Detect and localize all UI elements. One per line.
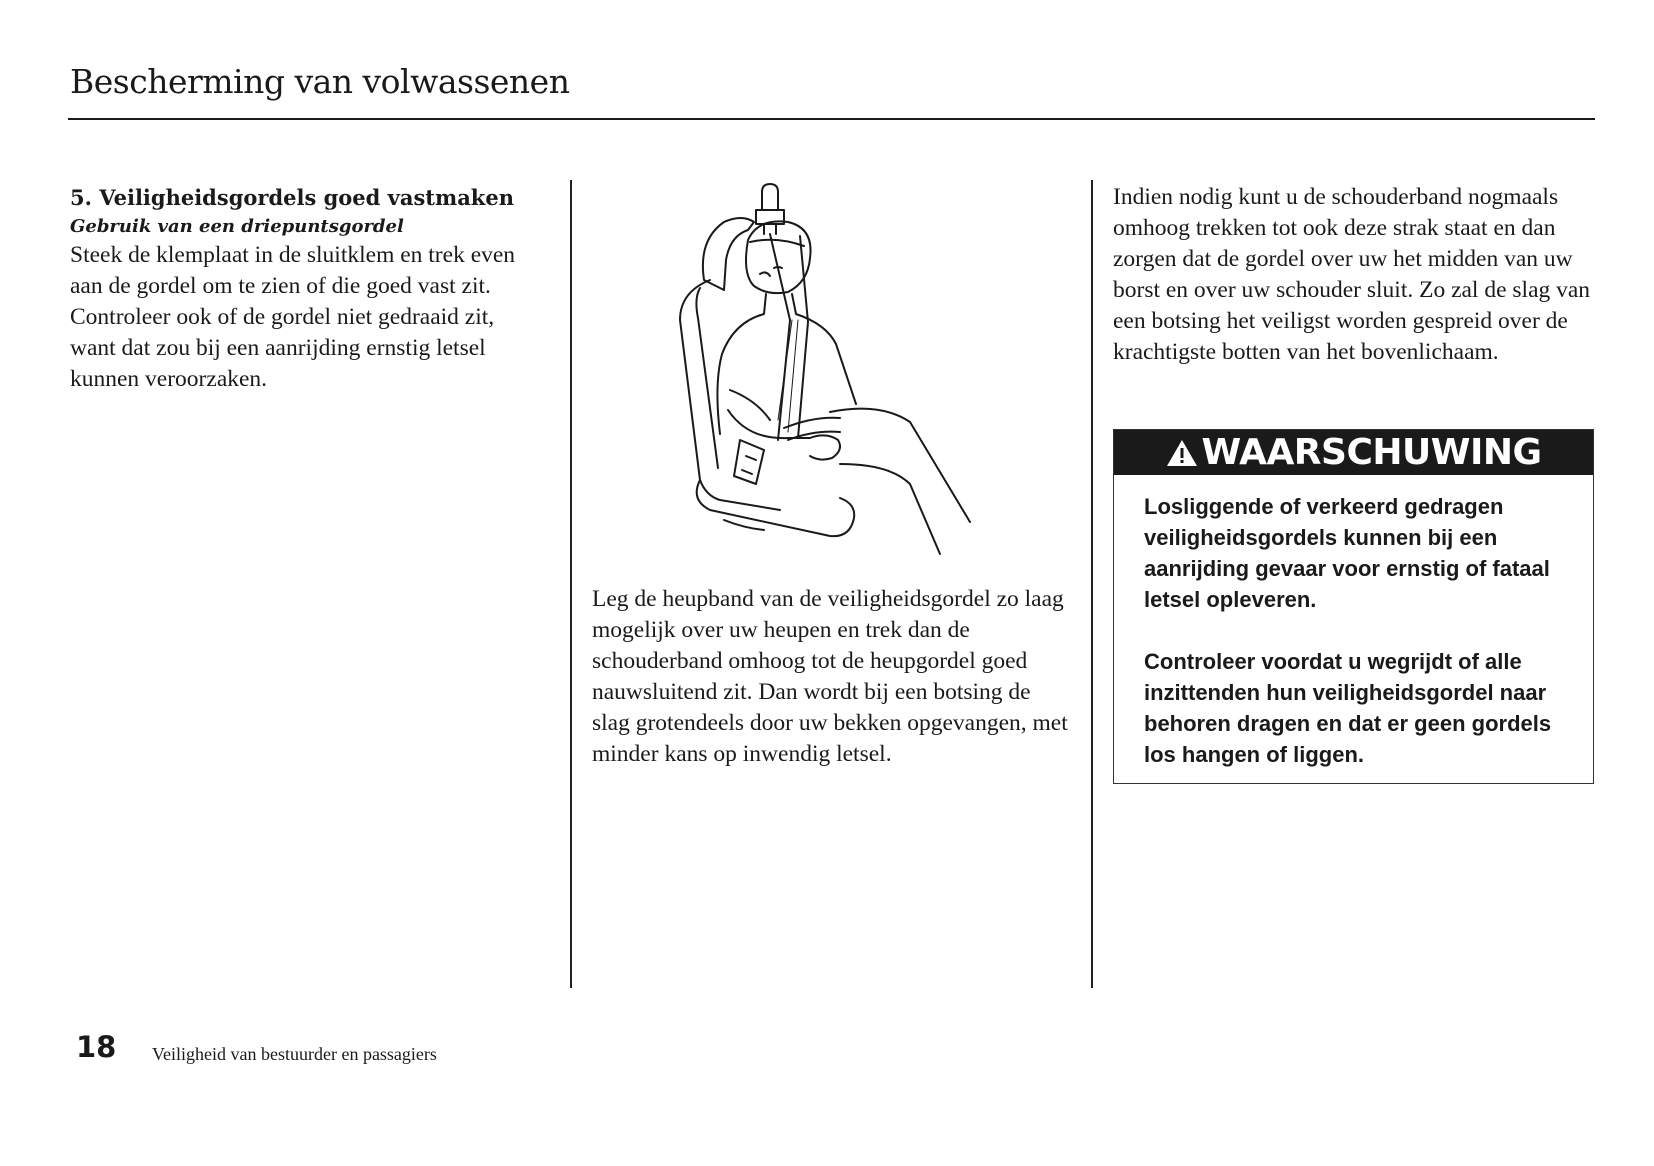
warning-header — [1114, 430, 1593, 475]
column-divider-left — [570, 180, 572, 988]
middle-column — [592, 584, 1072, 770]
left-body-text: Steek de klemplaat in de sluitklem en trek even aan de gordel om te zien of die goed vast zit. Controleer ook of de gordel niet gedraaid zit, want dat zou bij een aanrijding ernstig letsel kunnen veroorzaken. — [70, 242, 516, 392]
left-column — [70, 182, 540, 395]
right-body-text: Indien nodig kunt u de schouderband nogmaals omhoog trekken tot ook deze strak staat en dan zorgen dat de gordel over uw het midden van uw borst en over uw schouder sluit. Zo zal de slag van een botsing het veiligst worden gespreid over de krachtigste botten van het bovenlichaam. — [1113, 184, 1591, 365]
page-number: 18 — [76, 1030, 117, 1064]
page-title: Bescherming van volwassenen — [70, 62, 570, 101]
warning-triangle-icon — [1165, 438, 1199, 468]
warning-title: WAARSCHUWING — [1201, 432, 1542, 473]
warning-paragraph-1: Losliggende of verkeerd gedragen veiligheidsgordels kunnen bij een aanrijding gevaar voor ernstig of fataal letsel opleveren. — [1144, 494, 1550, 612]
column-divider-right — [1091, 180, 1093, 988]
illustration-caption: Leg de heupband van de veiligheidsgordel zo laag mogelijk over uw heupen en trek dan de schouderband omhoog tot de heupgordel goed nauwsluitend zit. Dan wordt bij een botsing de slag grotendeels door uw bekken opgevangen, met minder kans op inwendig letsel. — [592, 586, 1068, 767]
section-heading: 5. Veiligheidsgordels goed vastmaken — [70, 185, 514, 210]
header-rule — [68, 118, 1595, 120]
seatbelt-illustration — [670, 180, 1010, 560]
warning-box — [1113, 429, 1594, 784]
section-subheading: Gebruik van een driepuntsgordel — [70, 216, 404, 237]
warning-body — [1114, 475, 1593, 770]
warning-paragraph-2: Controleer voordat u wegrijdt of alle inzittenden hun veiligheidsgordel naar behoren dragen en dat er geen gordels los hangen of liggen. — [1144, 649, 1552, 767]
right-column — [1113, 182, 1598, 368]
footer-section-title: Veiligheid van bestuurder en passagiers — [152, 1044, 437, 1064]
